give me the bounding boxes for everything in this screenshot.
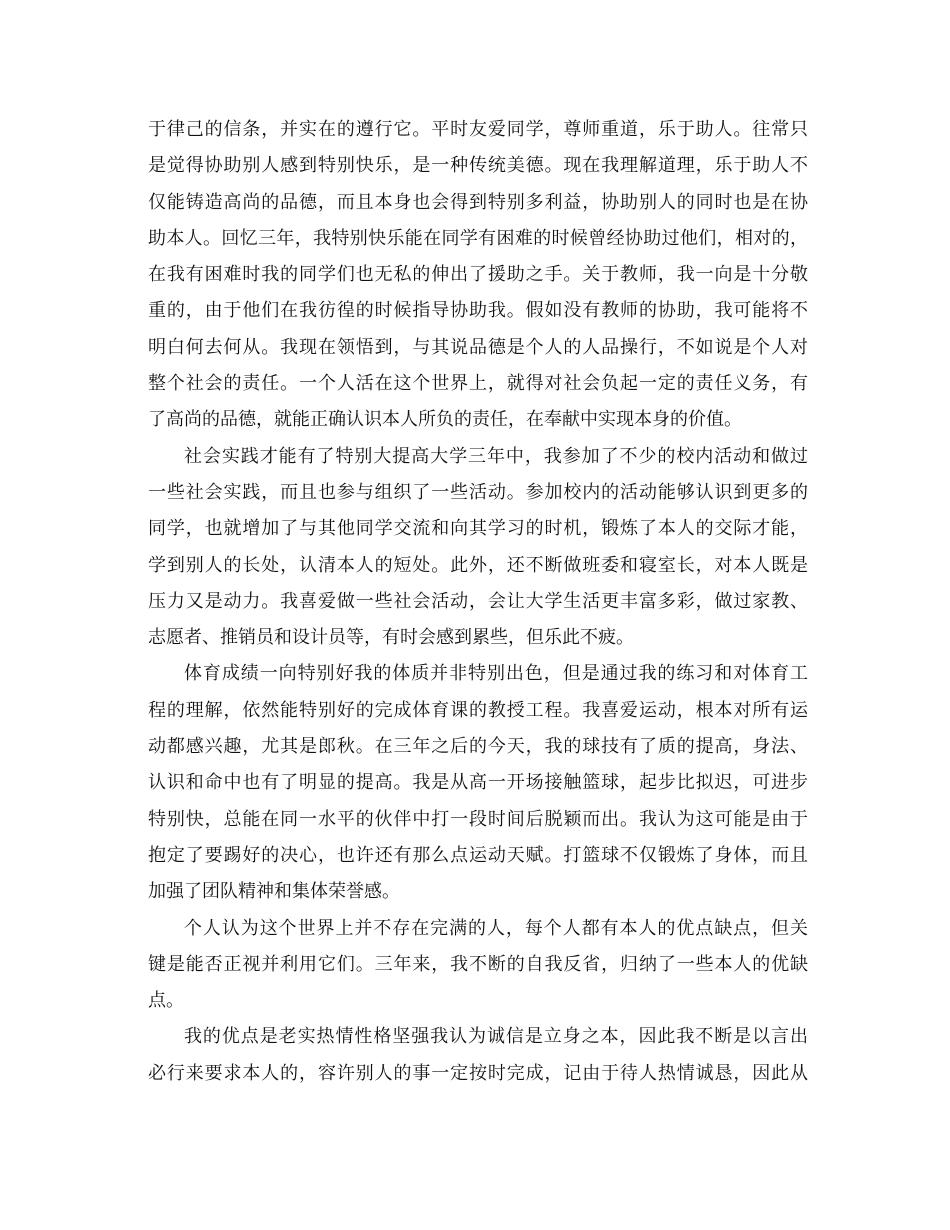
paragraph-line: 志愿者、推销员和设计员等，有时会感到累些，但乐此不疲。 — [148, 627, 634, 649]
paragraph-line: 助本人。回忆三年，我特别快乐能在同学有困难的时候曾经协助过他们，相对的， — [148, 227, 808, 249]
paragraph-line: 整个社会的责任。一个人活在这个世界上，就得对社会负起一定的责任义务，有 — [148, 373, 808, 395]
paragraph-line: 仅能铸造高尚的品德，而且本身也会得到特别多利益，协助别人的同时也是在协 — [148, 191, 808, 213]
paragraph-line: 认识和命中也有了明显的提高。我是从高一开场接触篮球，起步比拟迟，可进步 — [148, 772, 808, 794]
paragraph-line: 是觉得协助别人感到特别快乐，是一种传统美德。现在我理解道理，乐于助人不 — [148, 155, 808, 177]
paragraph-line: 社会实践才能有了特别大提高大学三年中，我参加了不少的校内活动和做过 — [184, 445, 808, 467]
paragraph — [148, 656, 808, 910]
paragraph-line: 明白何去何从。我现在领悟到，与其说品德是个人的人品操行，不如说是个人对 — [148, 336, 808, 358]
paragraph-line: 特别快，总能在同一水平的伙伴中打一段时间后脱颖而出。我认为这可能是由于 — [148, 808, 808, 830]
paragraph-line: 同学，也就增加了与其他同学交流和向其学习的时机，锻炼了本人的交际才能， — [148, 518, 808, 540]
paragraph-line: 我的优点是老实热情性格坚强我认为诚信是立身之本，因此我不断是以言出 — [184, 1026, 808, 1048]
paragraph-line: 个人认为这个世界上并不存在完满的人，每个人都有本人的优点缺点，但关 — [184, 917, 808, 939]
paragraph-line: 压力又是动力。我喜爱做一些社会活动，会让大学生活更丰富多彩，做过家教、 — [148, 590, 808, 612]
paragraph-line: 学到别人的长处，认清本人的短处。此外，还不断做班委和寝室长，对本人既是 — [148, 554, 808, 576]
paragraph-line: 必行来要求本人的，容许别人的事一定按时完成，记由于待人热情诚恳，因此从 — [148, 1062, 808, 1084]
paragraph-line: 加强了团队精神和集体荣誉感。 — [148, 881, 400, 903]
paragraph-line: 体育成绩一向特别好我的体质并非特别出色，但是通过我的练习和对体育工 — [184, 663, 808, 685]
paragraph-line: 重的，由于他们在我彷徨的时候指导协助我。假如没有教师的协助，我可能将不 — [148, 300, 808, 322]
paragraph — [148, 439, 808, 657]
paragraph-line: 点。 — [148, 990, 184, 1012]
paragraph-line: 键是能否正视并利用它们。三年来，我不断的自我反省，归纳了一些本人的优缺 — [148, 953, 808, 975]
paragraph — [148, 911, 808, 1020]
paragraph-line: 了高尚的品德，就能正确认识本人所负的责任，在奉献中实现本身的价值。 — [148, 409, 742, 431]
paragraph-line: 一些社会实践，而且也参与组织了一些活动。参加校内的活动能够认识到更多的 — [148, 481, 808, 503]
paragraph-line: 抱定了要踢好的决心，也许还有那么点运动天赋。打篮球不仅锻炼了身体，而且 — [148, 844, 808, 866]
document-body — [148, 112, 808, 1092]
paragraph-line: 动都感兴趣，尤其是郎秋。在三年之后的今天，我的球技有了质的提高，身法、 — [148, 736, 808, 758]
paragraph — [148, 112, 808, 439]
paragraph-line: 在我有困难时我的同学们也无私的伸出了援助之手。关于教师，我一向是十分敬 — [148, 264, 808, 286]
paragraph — [148, 1019, 808, 1092]
paragraph-line: 于律己的信条，并实在的遵行它。平时友爱同学，尊师重道，乐于助人。往常只 — [148, 119, 808, 140]
paragraph-line: 程的理解，依然能特别好的完成体育课的教授工程。我喜爱运动，根本对所有运 — [148, 699, 808, 721]
